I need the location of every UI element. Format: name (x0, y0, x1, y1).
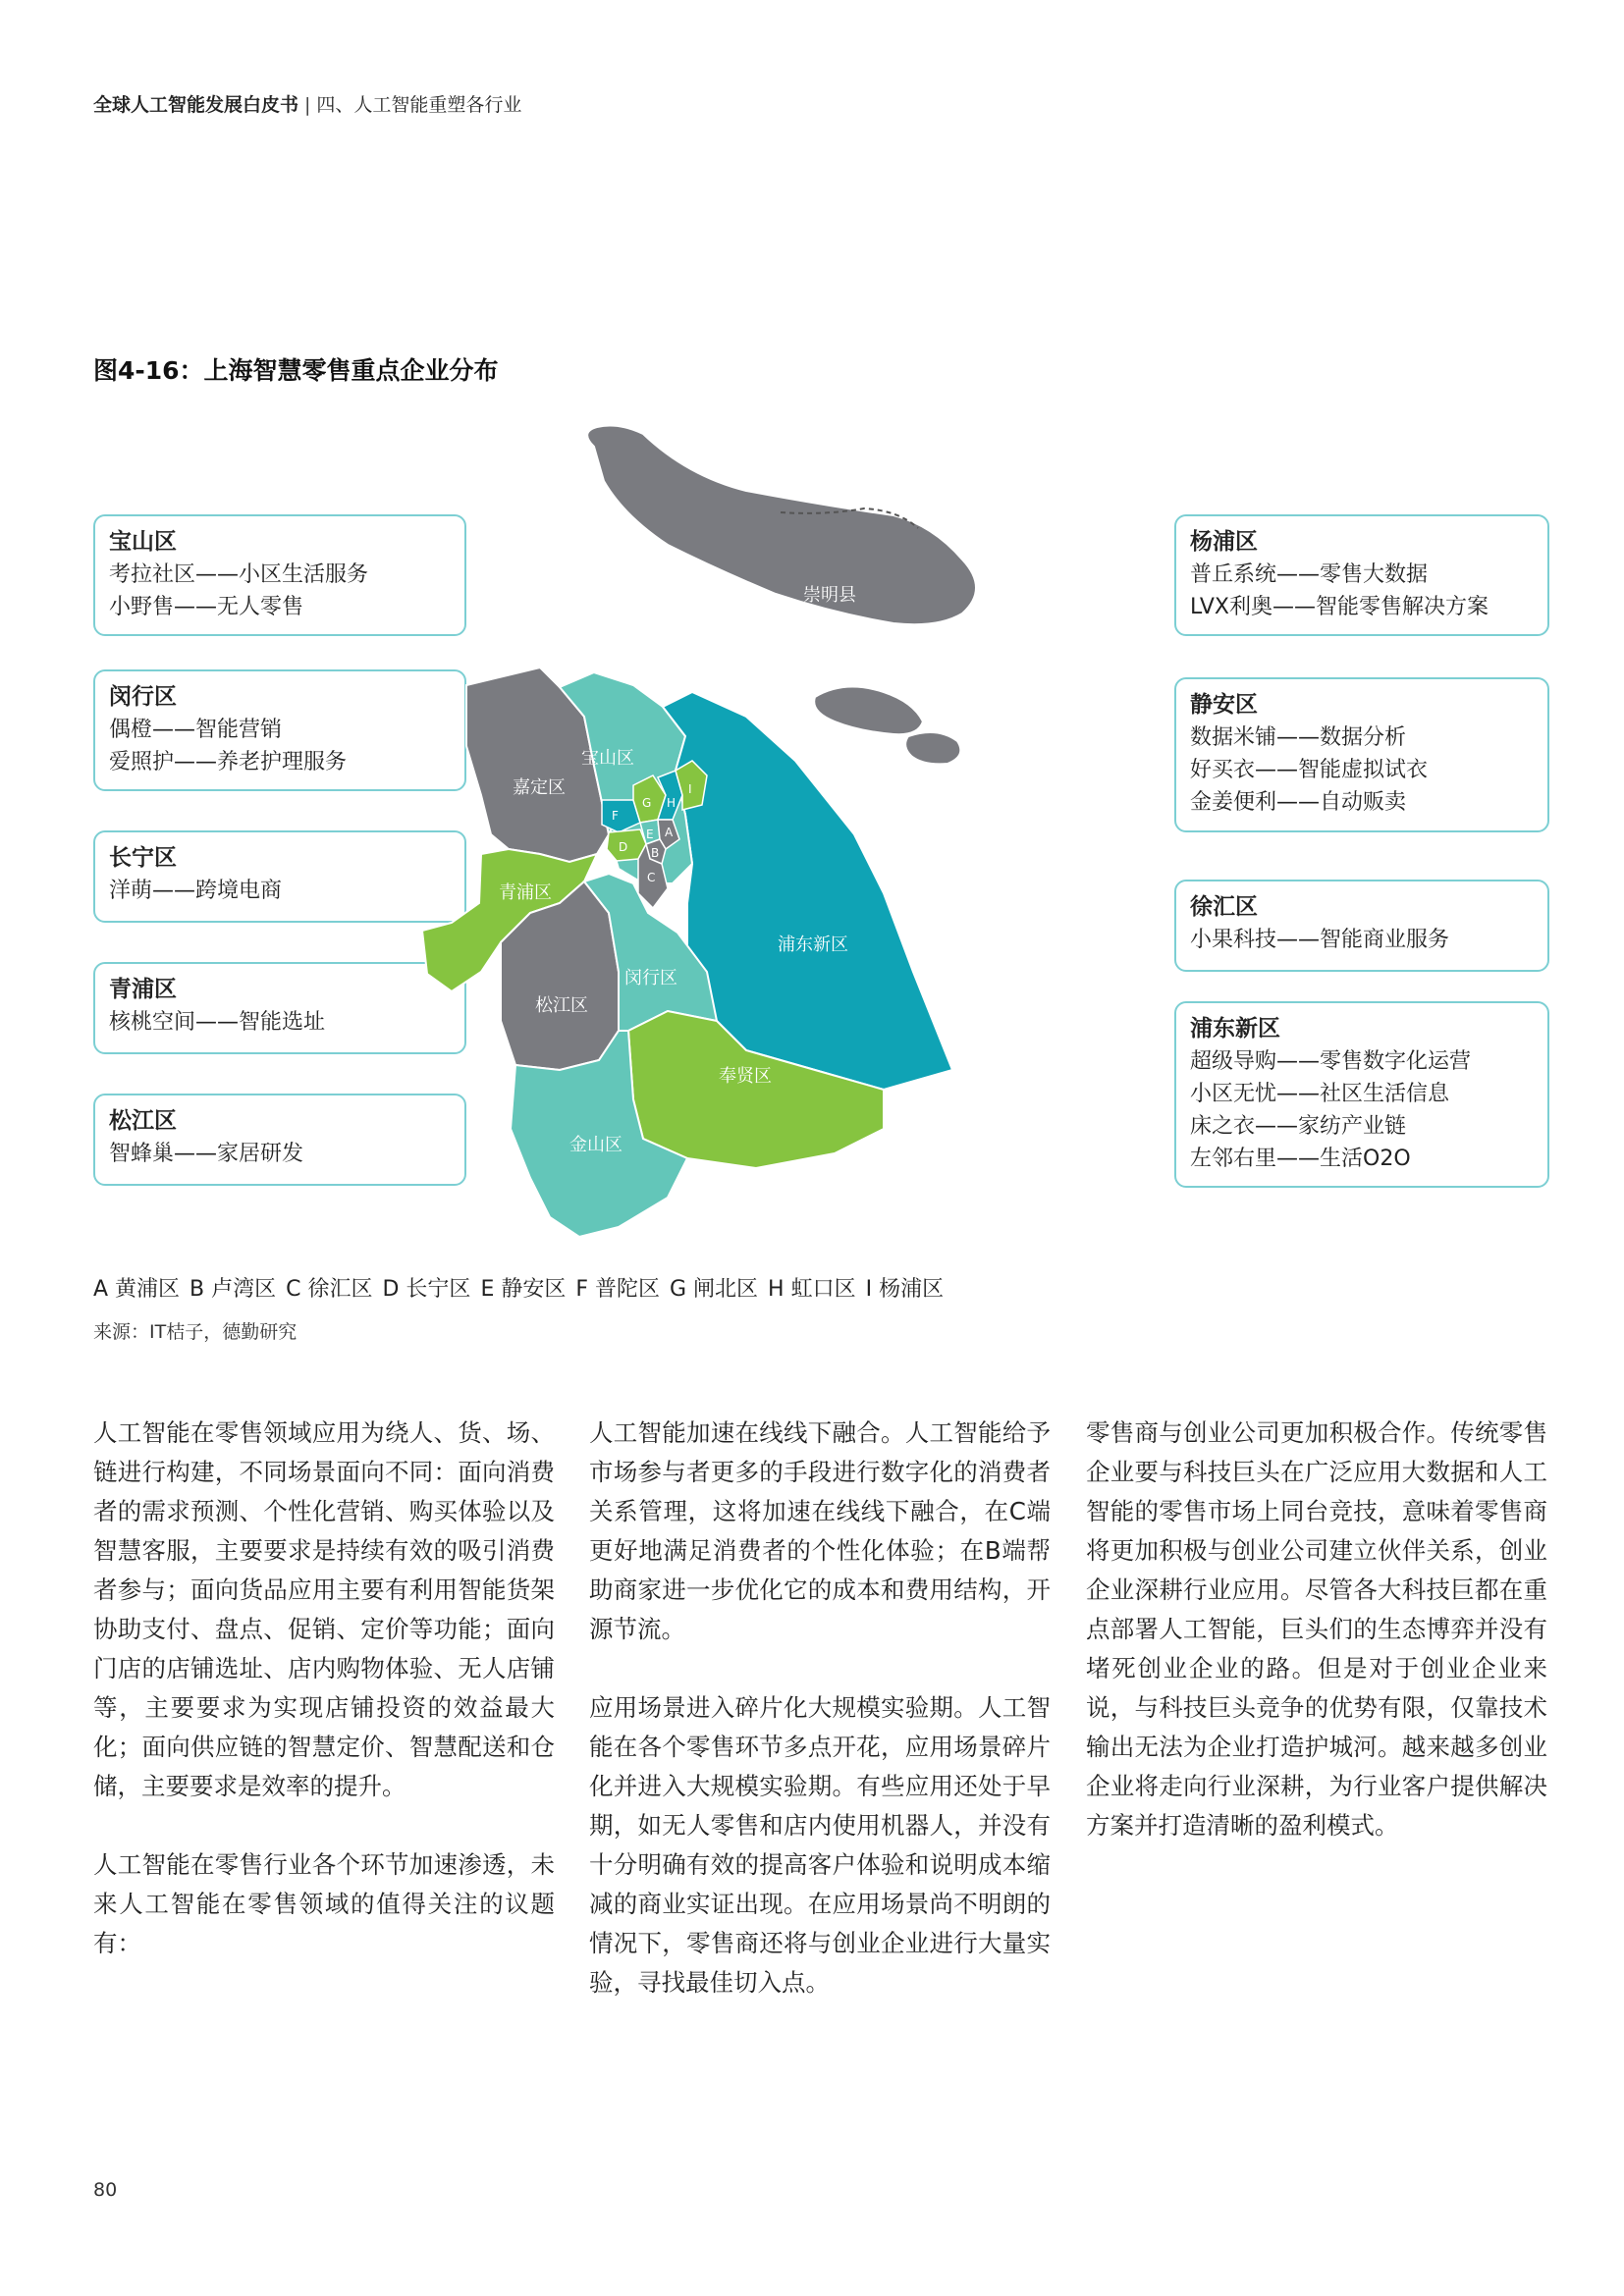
box-item: 小野售——无人零售 (109, 595, 304, 619)
box-item: 洋萌——跨境电商 (109, 879, 283, 903)
label-songjiang: 松江区 (535, 995, 588, 1016)
label-jinshan: 金山区 (569, 1135, 623, 1155)
label-c: C (647, 871, 656, 884)
box-item: 好买衣——智能虚拟试衣 (1190, 758, 1429, 782)
info-box-xuhui (1174, 880, 1549, 972)
box-item: 小果科技——智能商业服务 (1190, 928, 1450, 952)
label-e: E (646, 828, 654, 841)
box-item: LVX利奥——智能零售解决方案 (1190, 595, 1489, 619)
label-d: D (619, 840, 628, 854)
label-i: I (688, 782, 692, 796)
box-item: 爱照护——养老护理服务 (109, 750, 348, 774)
paragraph: 人工智能在零售领域应用为绕人、货、场、链进行构建，不同场景面向不同：面向消费者的需求预测、个性化营销、购买体验以及智慧客服，主要要求是持续有效的吸引消费者参与；面向货品应用主要有利用智能货架协助支付、盘点、促销、定价等功能；面向门店的店铺选址、店内购物体验、无人店铺等，主要要求为实现店铺投资的效益最大化；面向供应链的智慧定价、智慧配送和仓储，主要要求是效率的提升。 (93, 1418, 555, 1800)
box-item: 超级导购——零售数字化运营 (1190, 1049, 1472, 1074)
paragraph: 人工智能在零售行业各个环节加速渗透，未来人工智能在零售领域的值得关注的议题有： (93, 1850, 555, 1957)
box-item: 核桃空间——智能选址 (109, 1010, 326, 1035)
paragraph: 应用场景进入碎片化大规模实验期。人工智能在各个零售环节多点开花，应用场景碎片化并进入大规模实验期。有些应用还处于早期，如无人零售和店内使用机器人，并没有十分明确有效的提高客户体验和说明成本缩减的商业实证出现。在应用场景尚不明朗的情况下，零售商还将与创业企业进行大量实验，寻找最佳切入点。 (589, 1693, 1051, 1997)
label-h: H (667, 796, 677, 810)
box-item: 小区无忧——社区生活信息 (1190, 1082, 1450, 1106)
body-column-2 (589, 1414, 1051, 2042)
header-separator: | (304, 94, 311, 116)
label-pudong: 浦东新区 (778, 934, 848, 955)
label-chongming: 崇明县 (803, 585, 856, 606)
box-item: 考拉社区——小区生活服务 (109, 562, 369, 587)
box-district-name: 徐汇区 (1190, 894, 1258, 920)
label-jiading: 嘉定区 (513, 777, 566, 798)
box-item: 智蜂巢——家居研发 (109, 1142, 304, 1166)
legend-item: A 黄浦区 (93, 1277, 181, 1302)
report-title: 全球人工智能发展白皮书 (93, 94, 299, 116)
info-box-songjiang (93, 1094, 466, 1186)
label-a: A (665, 826, 674, 839)
label-g: G (642, 796, 652, 810)
legend-item: B 卢湾区 (189, 1277, 277, 1302)
box-item: 数据米铺——数据分析 (1190, 725, 1407, 750)
paragraph: 零售商与创业公司更加积极合作。传统零售企业要与科技巨头在广泛应用大数据和人工智能的零售市场上同台竞技，意味着零售商将更加积极与创业公司建立伙伴关系，创业企业深耕行业应用。尽管各大科技巨都在重点部署人工智能，巨头们的生态博弈并没有堵死创业企业的路。但是对于创业企业来说，与科技巨头竞争的优势有限，仅靠技术输出无法为企业打造护城河。越来越多创业企业将走向行业深耕，为行业客户提供解决方案并打造清晰的盈利模式。 (1086, 1418, 1547, 1840)
info-box-minhang (93, 669, 466, 791)
label-f: F (612, 809, 619, 823)
info-box-yangpu (1174, 514, 1549, 636)
info-box-jingan (1174, 677, 1549, 832)
label-baoshan: 宝山区 (581, 748, 634, 769)
box-district-name: 闵行区 (109, 684, 177, 710)
figure-title: 图4-16：上海智慧零售重点企业分布 (93, 356, 499, 385)
info-box-pudong (1174, 1001, 1549, 1188)
box-district-name: 杨浦区 (1190, 529, 1258, 555)
label-qingpu: 青浦区 (499, 882, 552, 903)
paragraph: 人工智能加速在线线下融合。人工智能给予市场参与者更多的手段进行数字化的消费者关系管理，这将加速在线线下融合，在C端更好地满足消费者的个性化体验；在B端帮助商家进一步优化它的成本和费用结构，开源节流。 (589, 1418, 1051, 1643)
box-item: 偶橙——智能营销 (109, 718, 283, 742)
district-hengsha-island (905, 732, 960, 764)
body-column-3 (1086, 1414, 1547, 1885)
body-column-1 (93, 1414, 555, 2002)
legend-item: I 杨浦区 (865, 1277, 945, 1302)
info-box-changning (93, 830, 466, 923)
district-changxing-island (814, 687, 923, 735)
info-box-baoshan (93, 514, 466, 636)
label-minhang: 闵行区 (624, 968, 677, 988)
map-legend (93, 1272, 953, 1303)
legend-item: H 虹口区 (768, 1277, 856, 1302)
legend-item: C 徐汇区 (286, 1277, 373, 1302)
box-district-name: 浦东新区 (1190, 1016, 1280, 1041)
legend-item: F 普陀区 (575, 1277, 660, 1302)
running-header (93, 90, 521, 117)
box-item: 左邻右里——生活O2O (1190, 1147, 1411, 1171)
figure-source: 来源：IT桔子，德勤研究 (93, 1321, 298, 1343)
legend-item: D 长宁区 (382, 1277, 471, 1302)
label-b: B (651, 846, 660, 860)
district-chongming (587, 426, 976, 625)
section-title: 四、人工智能重塑各行业 (316, 94, 522, 116)
box-district-name: 长宁区 (109, 845, 177, 871)
box-item: 床之衣——家纺产业链 (1190, 1114, 1407, 1139)
legend-item: G 闸北区 (670, 1277, 759, 1302)
box-item: 普丘系统——零售大数据 (1190, 562, 1429, 587)
box-item: 金姜便利——自动贩卖 (1190, 790, 1407, 815)
box-district-name: 青浦区 (109, 977, 177, 1002)
page-number: 80 (93, 2179, 118, 2201)
info-box-qingpu (93, 962, 466, 1054)
box-district-name: 静安区 (1190, 692, 1258, 718)
shanghai-district-map (422, 422, 1100, 1247)
legend-item: E 静安区 (480, 1277, 567, 1302)
box-district-name: 宝山区 (109, 529, 177, 555)
box-district-name: 松江区 (109, 1108, 177, 1134)
label-fengxian: 奉贤区 (719, 1066, 772, 1087)
